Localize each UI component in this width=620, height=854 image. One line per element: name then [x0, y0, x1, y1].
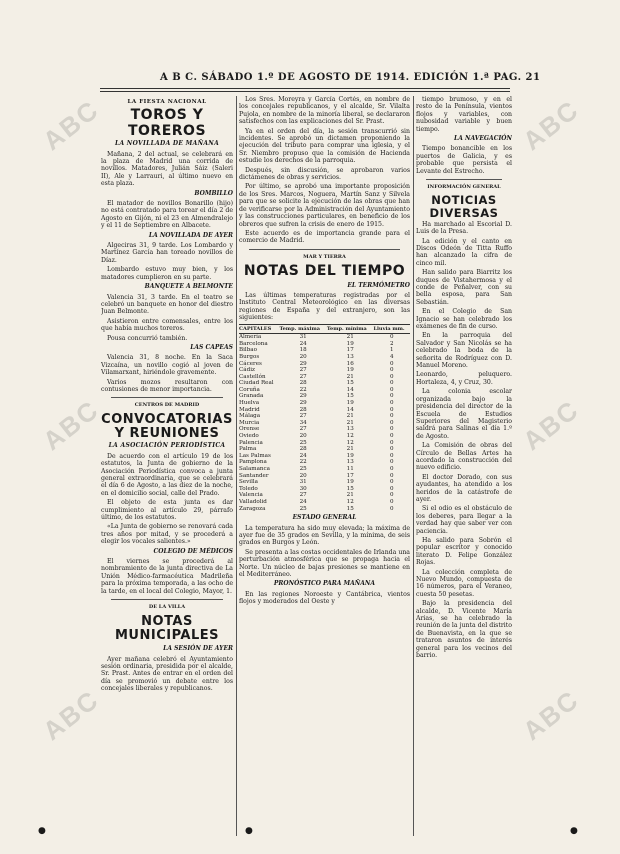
table-row: [239, 341, 410, 348]
table-row: [239, 466, 410, 473]
article-subhead: BANQUETE A BELMONTE: [144, 283, 233, 291]
value-cell: 24: [299, 498, 307, 505]
value-cell: 17: [346, 472, 354, 479]
paragraph: Bajo la presidencia del alcalde, D. Vicente María Arias, se ha celebrado la reunión de la junta del distrito de Buenavista, en la que se trataron asuntos de interés general para los vecinos del barrio.: [416, 600, 512, 660]
article-heading: NOTAS MUNICIPALES: [114, 613, 219, 643]
value-cell: 21: [346, 419, 354, 426]
paragraph: Los Sres. Moreyra y García Cortés, en nombre de los concejales republicanos, y el alcalde, Sr. Vilalta Pujola, en nombre de la minoría liberal, se declararon satisfechos con las explicaciones del Sr. Prast.: [239, 96, 410, 126]
table-row: [239, 420, 410, 427]
article-subhead: LA NOVILLADA DE AYER: [148, 231, 233, 239]
value-cell: 18: [299, 347, 307, 354]
paragraph: Ayer mañana celebró el Ayuntamiento sesión ordinaria, presidida por el alcalde, Sr. Prast. Antes de entrar en el orden del día se promovió un debate entre los concejales liberales y republicanos.: [101, 655, 233, 693]
city-cell: Madrid: [239, 406, 260, 413]
value-cell: 0: [389, 492, 394, 499]
city-cell: Valladolid: [239, 498, 267, 505]
article-subhead: LA ASOCIACIÓN PERIODÍSTICA: [108, 442, 226, 450]
paragraph: Valencia 31, 3 tarde. En el teatro se celebró un banquete en honor del diestro Juan Belmonte.: [101, 293, 233, 316]
value-cell: 27: [299, 367, 307, 374]
value-cell: 2: [389, 340, 394, 347]
city-cell: Valencia: [239, 492, 263, 499]
header-rule: [100, 91, 510, 92]
table-row: [239, 433, 410, 440]
value-cell: 0: [389, 406, 394, 413]
column-1: [101, 96, 233, 841]
city-cell: Málaga: [239, 413, 261, 420]
paragraph: De acuerdo con el artículo 19 de los estatutos, la Junta de gobierno de la Asociación Periodística convoca a junta general extraordinaria, que se celebrará el día 6 de Agosto, a las diez de la noche, en el domicilio social, calle del Prado.: [101, 452, 233, 497]
value-cell: 27: [299, 373, 307, 380]
separator: [426, 179, 502, 180]
city-cell: Las Palmas: [239, 452, 271, 459]
value-cell: 24: [299, 340, 307, 347]
value-cell: 13: [346, 353, 354, 360]
value-cell: 21: [346, 446, 354, 453]
table-row: [239, 506, 410, 513]
value-cell: 12: [346, 439, 354, 446]
table-row: [239, 393, 410, 400]
table-row: [239, 499, 410, 506]
paragraph: Han salido para Biarritz los duques de Vistahermosa y el conde de Peñalver, con su bella esposa, para San Sebastián.: [416, 269, 512, 306]
value-cell: 21: [346, 334, 354, 341]
city-cell: Zaragoza: [239, 505, 266, 512]
city-cell: Barcelona: [239, 340, 268, 347]
value-cell: 28: [299, 446, 307, 453]
value-cell: 0: [389, 413, 394, 420]
value-cell: 4: [389, 353, 394, 360]
value-cell: 11: [346, 466, 354, 473]
temperature-table: [239, 324, 410, 513]
value-cell: 0: [389, 498, 394, 505]
city-cell: Huelva: [239, 400, 260, 407]
paragraph: El matador de novillos Bonarillo (hijo) no está contratado para torear el día 2 de Agosto en Gijón, ni el 23 en Almendralejo y el 11 de Septiembre en Albacete.: [101, 200, 233, 230]
paragraph: La colonia escolar organizada bajo la presidencia del director de la Escuela de Estudios Superiores del Magisterio saldrá para Salinas el día 1.º de Agosto.: [416, 388, 512, 440]
value-cell: 28: [299, 406, 307, 413]
value-cell: 15: [346, 393, 354, 400]
column-header: Lluvia mm.: [374, 324, 410, 334]
value-cell: 22: [299, 386, 307, 393]
city-cell: Salamanca: [239, 466, 271, 473]
watermark: ABC: [517, 94, 585, 157]
paragraph: La edición y el canto en Discos Odeón de Titta Ruffo han alcanzado la cifra de cinco mil.: [416, 237, 512, 267]
value-cell: 0: [389, 505, 394, 512]
value-cell: 0: [389, 334, 394, 341]
value-cell: 20: [299, 472, 307, 479]
city-cell: Pamplona: [239, 459, 267, 466]
paragraph: Después, sin discusión, se aprobaron varios dictámenes de obras y servicios.: [239, 166, 410, 182]
value-cell: 28: [299, 380, 307, 387]
byline: LAS CAPEAS: [190, 343, 233, 351]
paragraph: Las últimas temperaturas registradas por el Instituto Central Meteorológico en las diversas regiones de España y del extranjero, son las siguientes:: [239, 291, 410, 322]
watermark: ABC: [517, 684, 585, 747]
city-cell: Almería: [239, 334, 262, 341]
value-cell: 25: [299, 505, 307, 512]
header-rule: [100, 88, 510, 89]
city-cell: Bilbao: [239, 347, 257, 354]
value-cell: 0: [389, 360, 394, 367]
city-cell: Oviedo: [239, 433, 259, 440]
value-cell: 19: [346, 340, 354, 347]
article-heading: CONVOCATORIAS Y REUNIONES: [101, 411, 233, 442]
paragraph: «La Junta de gobierno se renovará cada tres años por mitad, y se procederá a elegir los vocales salientes.»: [101, 523, 233, 546]
value-cell: 15: [346, 485, 354, 492]
value-cell: 1: [389, 347, 394, 354]
byline: COLEGIO DE MÉDICOS: [153, 547, 233, 555]
advertisement-line: Leonardo, peluquero. Hortaleza, 4, y Cruz, 30.: [416, 371, 512, 386]
paragraph: Ya en el orden del día, la sesión transcurrió sin incidentes. Se aprobó un dictamen proponiendo la ejecución del tributo para comprar una iglesia, y el Sr. Niembro propuso que la comisión de Hacienda estudie los derechos de la parroquia.: [239, 127, 410, 165]
article-subhead: LA NOVILLADA DE MAÑANA: [114, 140, 220, 148]
value-cell: 13: [346, 426, 354, 433]
value-cell: 19: [346, 452, 354, 459]
article-subhead: PRONÓSTICO PARA MAÑANA: [273, 580, 376, 588]
paragraph: El viernes se procederá al nombramiento de la junta directiva de La Unión Médico-farmacéutica Madrileña para la próxima temporada, a las ocho de la tarde, en el local del Colegio, Mayor, 1.: [101, 558, 233, 595]
value-cell: 19: [346, 367, 354, 374]
section-kicker: LA FIESTA NACIONAL: [127, 99, 207, 105]
value-cell: 29: [299, 400, 307, 407]
city-cell: Orense: [239, 426, 260, 433]
city-cell: Santander: [239, 472, 269, 479]
article-subhead: EL TERMÓMETRO: [347, 281, 410, 289]
paragraph: El objeto de esta junta es dar cumplimiento al artículo 29, párrafo último, de los estatutos.: [101, 499, 233, 522]
city-cell: Castellón: [239, 373, 266, 380]
paragraph: Se presenta a las costas occidentales de Irlanda una perturbación atmosférica que se propaga hacia el Norte. Un núcleo de bajas presiones se mantiene en el Mediterráneo.: [239, 548, 410, 579]
paragraph: La Comisión de obras del Círculo de Bellas Artes ha acordado la construcción del nuevo edificio.: [416, 442, 512, 472]
table-header-row: [239, 324, 410, 334]
value-cell: 22: [299, 459, 307, 466]
value-cell: 21: [346, 373, 354, 380]
paragraph: Asistieron entre comensales, entre los que había muchos toreros.: [101, 317, 233, 333]
paragraph: Por último, se aprobó una importante proposición de los Sres. Marcos, Noguera, Martín Sanz y Silvela para que se solicite la ejecución de las obras que han de verificarse por la Administración del Ayuntamiento y las construcciones particulares, en beneficio de los obreros que sufren la crisis de enero de 1915.: [239, 183, 410, 228]
paragraph: En las regiones Noroeste y Cantábrica, vientos flojos y moderados del Oeste y: [239, 590, 410, 606]
value-cell: 0: [389, 452, 394, 459]
article-heading: NOTAS DEL TIEMPO: [243, 263, 406, 280]
city-cell: Burgos: [239, 353, 260, 360]
paragraph: Si el odio es el obstáculo de los deberes, para llegar a la verdad hay que saber ver con paciencia.: [416, 505, 512, 535]
byline: BOMBILLO: [194, 189, 233, 197]
value-cell: 0: [389, 459, 394, 466]
paragraph: Ha salido para Sobrón el popular escritor y conocido literato D. Felipe González Rojas.: [416, 537, 512, 567]
table-row: [239, 347, 410, 354]
column-header: Temp. máxima: [279, 324, 326, 334]
value-cell: 31: [299, 479, 307, 486]
paragraph: La colección completa de Nuevo Mundo, compuesta de 16 números, para el Veraneo, cuesta 50 pesetas.: [416, 568, 512, 598]
table-row: [239, 413, 410, 420]
table-row: [239, 453, 410, 460]
value-cell: 13: [346, 459, 354, 466]
paragraph: Algeciras 31, 9 tarde. Los Lombardo y Martínez García han toreado novillos de Díaz.: [101, 242, 233, 264]
table-row: [239, 361, 410, 368]
value-cell: 34: [299, 419, 307, 426]
value-cell: 0: [389, 419, 394, 426]
paragraph: La temperatura ha sido muy elevada; la máxima de ayer fue de 35 grados en Sevilla, y la mínima, de seis grados en Burgos y León.: [239, 524, 410, 547]
watermark: ABC: [37, 684, 105, 747]
city-cell: Cádiz: [239, 367, 255, 374]
value-cell: 24: [299, 452, 307, 459]
value-cell: 0: [389, 393, 394, 400]
table-row: [239, 473, 410, 480]
table-row: [239, 380, 410, 387]
table-row: [239, 446, 410, 453]
column-header: Temp. mínima: [327, 324, 374, 334]
watermark: ABC: [517, 394, 585, 457]
value-cell: 0: [389, 466, 394, 473]
table-row: [239, 479, 410, 486]
table-row: [239, 459, 410, 466]
section-kicker: INFORMACIÓN GENERAL: [427, 184, 501, 191]
value-cell: 0: [389, 479, 394, 486]
table-row: [239, 334, 410, 341]
city-cell: Granada: [239, 393, 264, 400]
value-cell: 17: [346, 347, 354, 354]
value-cell: 19: [346, 479, 354, 486]
table-row: [239, 400, 410, 407]
value-cell: 29: [299, 360, 307, 367]
column-header: CAPITALES: [239, 324, 279, 334]
separator: [111, 599, 223, 600]
value-cell: 14: [346, 406, 354, 413]
section-kicker: DE LA VILLA: [148, 604, 186, 611]
watermark: ABC: [37, 394, 105, 457]
table-row: [239, 387, 410, 394]
value-cell: 27: [299, 492, 307, 499]
column-2: [239, 96, 410, 841]
city-cell: Cáceres: [239, 360, 262, 367]
paragraph: Este acuerdo es de importancia grande para el comercio de Madrid.: [239, 229, 410, 245]
value-cell: 25: [299, 466, 307, 473]
value-cell: 12: [346, 433, 354, 440]
value-cell: 19: [346, 400, 354, 407]
paragraph: Valencia 31, 8 noche. En la Saca Vizcaína, un novillo cogió al joven de Vilamarxant, hiriéndole gravemente.: [101, 354, 233, 377]
city-cell: Palma: [239, 446, 257, 453]
value-cell: 27: [299, 413, 307, 420]
value-cell: 0: [389, 367, 394, 374]
value-cell: 0: [389, 433, 394, 440]
value-cell: 0: [389, 472, 394, 479]
paragraph: Mañana, 2 del actual, se celebrará en la plaza de Madrid una corrida de novillos. Matadores, Julián Sáiz (Saleri II), Ale y Larrauri, al último nuevo en esta plaza.: [101, 150, 233, 188]
value-cell: 0: [389, 380, 394, 387]
paragraph: Ha marchado al Escorial D. Luis de la Presa.: [416, 220, 512, 236]
city-cell: Murcia: [239, 419, 260, 426]
city-cell: Coruña: [239, 386, 260, 393]
value-cell: 0: [389, 485, 394, 492]
value-cell: 31: [299, 334, 307, 341]
page-mark: ●: [38, 826, 46, 836]
value-cell: 21: [346, 413, 354, 420]
paragraph: Tiempo bonancible en los puertos de Galicia, y es probable que persista el Levante del Estrecho.: [416, 145, 512, 175]
page-mark: ●: [245, 826, 253, 836]
table-row: [239, 486, 410, 493]
city-cell: Toledo: [239, 485, 258, 492]
separator: [249, 249, 400, 250]
city-cell: Ciudad Real: [239, 380, 274, 387]
separator: [111, 397, 223, 398]
city-cell: Sevilla: [239, 479, 259, 486]
value-cell: 14: [346, 386, 354, 393]
table-row: [239, 492, 410, 499]
value-cell: 12: [346, 498, 354, 505]
paragraph: El doctor Dorado, con sus ayudantes, ha atendido a los heridos de la catástrofe de ayer.: [416, 473, 512, 503]
value-cell: 0: [389, 386, 394, 393]
article-heading: TOROS Y TOREROS: [127, 107, 207, 139]
value-cell: 25: [299, 439, 307, 446]
value-cell: 0: [389, 373, 394, 380]
watermark: ABC: [37, 94, 105, 157]
value-cell: 0: [389, 400, 394, 407]
city-cell: Palencia: [239, 439, 263, 446]
value-cell: 15: [346, 505, 354, 512]
paragraph: Lombardo estuvo muy bien, y los matadores cumplieron en su parte.: [101, 266, 233, 281]
value-cell: 29: [299, 393, 307, 400]
table-row: [239, 374, 410, 381]
section-kicker: CENTROS DE MADRID: [134, 402, 200, 409]
value-cell: 30: [299, 485, 307, 492]
paragraph: Pousa concurrió también.: [107, 334, 188, 342]
paragraph: En la parroquia del Salvador y San Nicolás se ha celebrado la boda de la señorita de Rodríguez con D. Manuel Moreno.: [416, 332, 512, 370]
column-divider: [236, 96, 237, 836]
paragraph: Varios mozos resultaron con contusiones de menor importancia.: [101, 378, 233, 393]
value-cell: 20: [299, 353, 307, 360]
value-cell: 20: [299, 433, 307, 440]
table-row: [239, 407, 410, 414]
table-row: [239, 426, 410, 433]
table-body: [239, 334, 410, 513]
table-row: [239, 440, 410, 447]
column-divider: [413, 96, 414, 836]
value-cell: 16: [346, 360, 354, 367]
value-cell: 15: [346, 380, 354, 387]
value-cell: 0: [389, 446, 394, 453]
section-kicker: MAR Y TIERRA: [303, 253, 346, 260]
value-cell: 27: [299, 426, 307, 433]
article-subhead: ESTADO GENERAL: [292, 514, 357, 522]
page-mark: ●: [570, 826, 578, 836]
column-3: [416, 96, 512, 841]
table-row: [239, 367, 410, 374]
article-heading: NOTICIAS DIVERSAS: [429, 193, 499, 221]
page-header: A B C. SÁBADO 1.º DE AGOSTO DE 1914. EDICIÓN 1.ª PAG. 21: [160, 72, 541, 83]
byline: LA NAVEGACIÓN: [454, 135, 512, 143]
article-subhead: LA SESIÓN DE AYER: [163, 645, 233, 653]
value-cell: 21: [346, 492, 354, 499]
paragraph: En el Colegio de San Ignacio se han celebrado los exámenes de fin de curso.: [416, 308, 512, 331]
value-cell: 0: [389, 426, 394, 433]
paragraph: tiempo brumoso, y en el resto de la Península, vientos flojos y variables, con nubosidad variable y buen tiempo.: [416, 96, 512, 133]
table-row: [239, 354, 410, 361]
value-cell: 0: [389, 439, 394, 446]
